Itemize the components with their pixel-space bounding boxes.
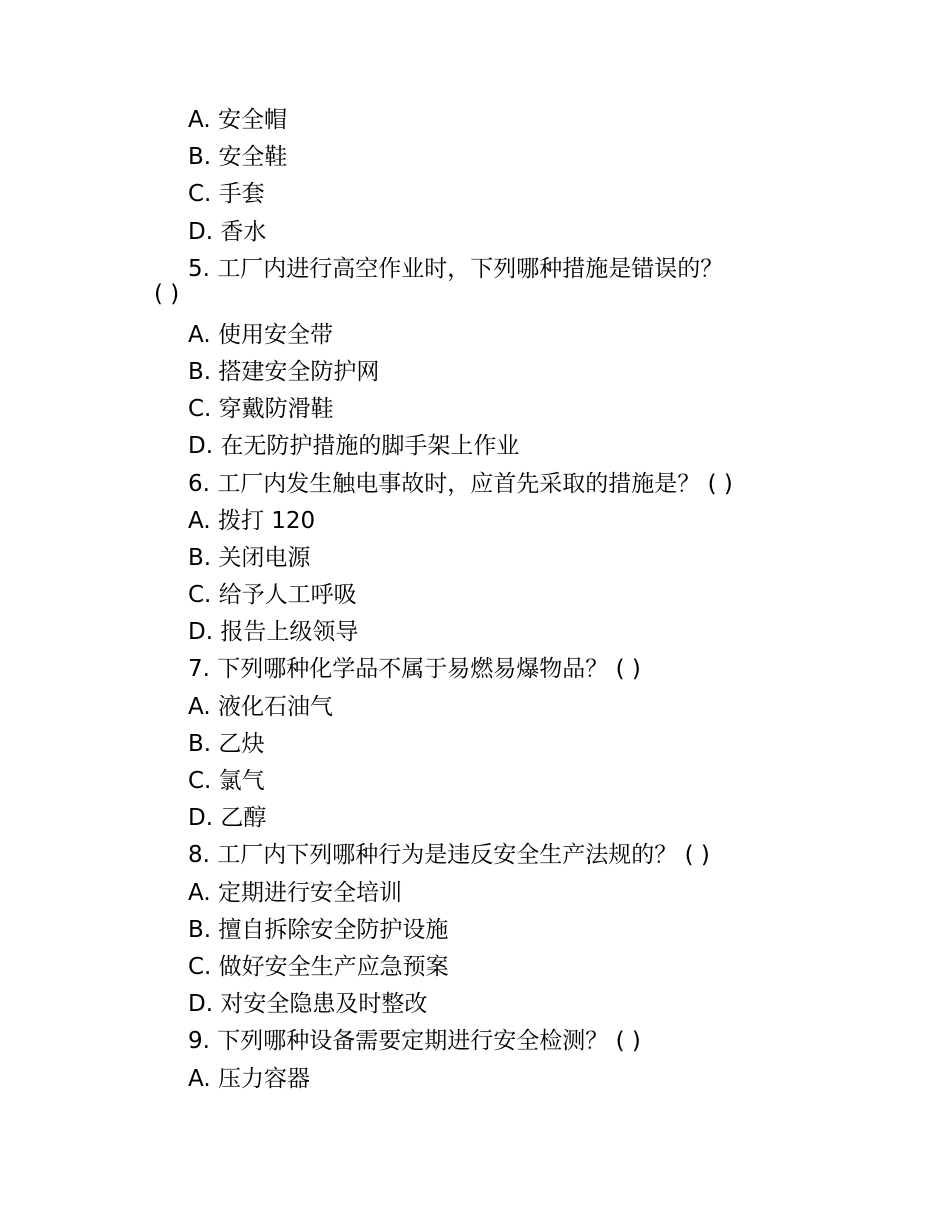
option-line: C. 手套 bbox=[188, 181, 265, 208]
question-9: 9. 下列哪种设备需要定期进行安全检测？ ( ) bbox=[188, 1028, 641, 1055]
option-line: C. 给予人工呼吸 bbox=[188, 582, 357, 609]
question-7: 7. 下列哪种化学品不属于易燃易爆物品？ ( ) bbox=[188, 656, 641, 683]
option-line: C. 穿戴防滑鞋 bbox=[188, 396, 334, 423]
question-text: 5. 工厂内进行高空作业时，下列哪种措施是错误的？ bbox=[188, 255, 724, 282]
option-line: B. 搭建安全防护网 bbox=[188, 358, 380, 385]
question-list bbox=[154, 102, 828, 1098]
question-6: 6. 工厂内发生触电事故时，应首先采取的措施是？ ( ) bbox=[188, 470, 733, 497]
question-5 bbox=[154, 251, 828, 317]
option-line: D. 乙醇 bbox=[188, 805, 267, 832]
option-line: D. 报告上级领导 bbox=[188, 619, 359, 646]
option-line: D. 香水 bbox=[188, 218, 267, 245]
option-line: A. 拨打 120 bbox=[188, 507, 316, 534]
option-line: A. 定期进行安全培训 bbox=[188, 879, 402, 906]
option-line: B. 乙炔 bbox=[188, 730, 265, 757]
option-line: A. 压力容器 bbox=[188, 1065, 310, 1092]
option-line: D. 在无防护措施的脚手架上作业 bbox=[188, 433, 520, 460]
option-line: B. 关闭电源 bbox=[188, 544, 311, 571]
option-line: D. 对安全隐患及时整改 bbox=[188, 991, 428, 1018]
option-line: B. 安全鞋 bbox=[188, 144, 288, 171]
option-line: C. 做好安全生产应急预案 bbox=[188, 953, 449, 980]
option-line: B. 擅自拆除安全防护设施 bbox=[188, 916, 449, 943]
option-line: A. 液化石油气 bbox=[188, 693, 333, 720]
option-line: A. 使用安全带 bbox=[188, 321, 333, 348]
option-line: A. 安全帽 bbox=[188, 107, 287, 133]
question-8: 8. 工厂内下列哪种行为是违反安全生产法规的？ ( ) bbox=[188, 842, 710, 869]
answer-blank: ( ) bbox=[154, 280, 180, 307]
option-line: C. 氯气 bbox=[188, 768, 265, 794]
